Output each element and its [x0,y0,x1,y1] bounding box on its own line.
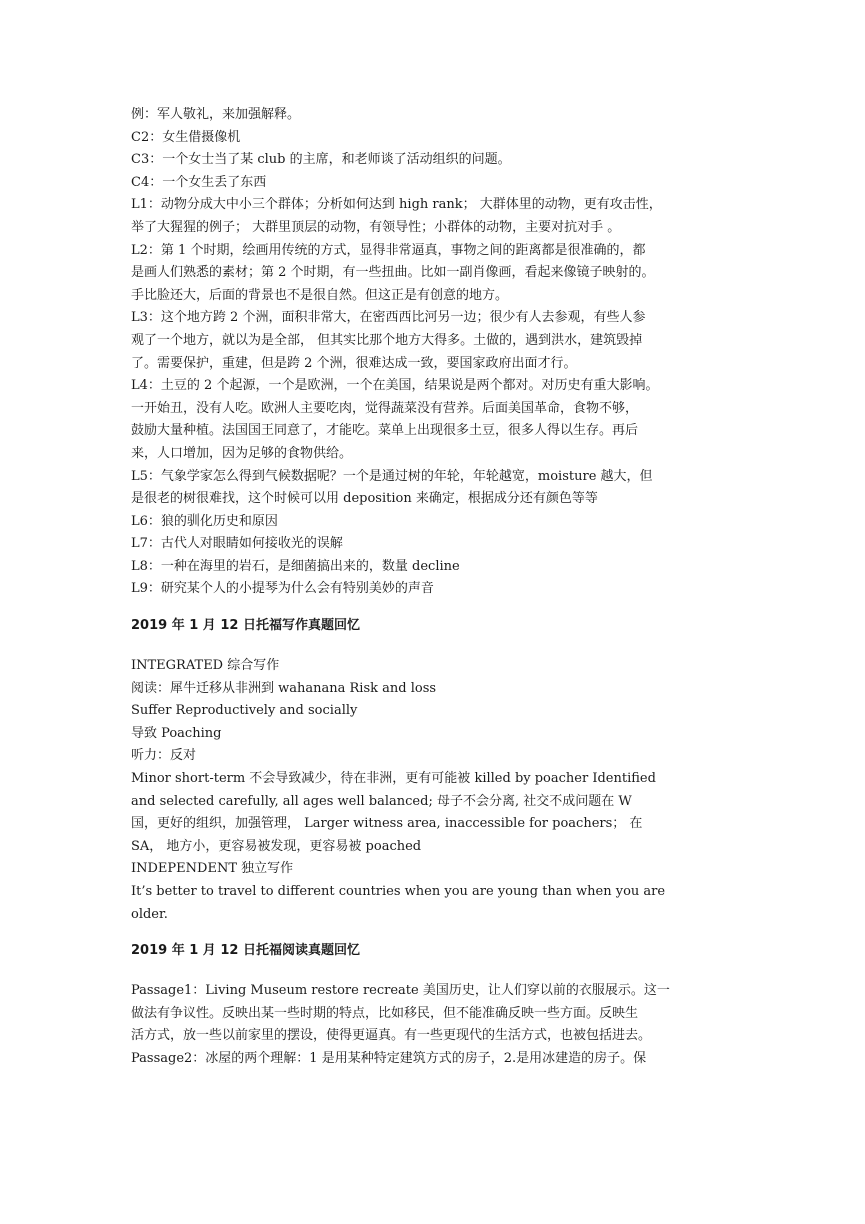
text-line: and selected carefully, all ages well balanced; 母子不会分离, 社交不成问题在 W [131,793,632,809]
writing-notes-section [131,655,734,926]
text-line: 阅读：犀牛迁移从非洲到 wahanana Risk and loss [131,680,437,696]
text-line: INTEGRATED 综合写作 [131,658,280,674]
text-line: 活方式，放一些以前家里的摆设，使得更逼真。有一些更现代的生活方式，也被包括进去。 [131,1028,652,1044]
text-line: 鼓励大量种植。法国国王同意了，才能吃。菜单上出现很多土豆，很多人得以生存。再后 [131,423,639,439]
text-line: 听力：反对 [131,748,197,764]
text-line: L3：这个地方跨 2 个洲，面积非常大，在密西西比河另一边；很少有人去参观，有些人参 [131,310,646,326]
document-page [131,104,734,1071]
text-line: It’s better to travel to different countries when you are young than when you are [131,884,666,899]
text-line: L4：土豆的 2 个起源，一个是欧洲，一个在美国，结果说是两个都对。对历史有重大影响。 [131,378,659,394]
listening-notes-section [131,104,734,601]
text-line: Passage1：Living Museum restore recreate 美国历史，让人们穿以前的衣服展示。这一 [131,983,670,999]
text-line: C4：一个女生丢了东西 [131,174,267,190]
text-line: Minor short-term 不会导致减少，待在非洲，更有可能被 killed by poacher Identified [131,771,656,787]
text-line: 手比脸还大，后面的背景也不是很自然。但这正是有创意的地方。 [131,287,509,303]
text-line: 是很老的树很难找，这个时候可以用 deposition 来确定，根据成分还有颜色等等 [131,491,598,507]
text-line: 了。需要保护，重建，但是跨 2 个洲，很难达成一致，要国家政府出面才行。 [131,355,577,371]
text-line: 一开始丑，没有人吃。欧洲人主要吃肉，觉得蔬菜没有营养。后面美国革命，食物不够， [131,400,639,416]
text-line: SA， 地方小，更容易被发现，更容易被 poached [131,838,422,854]
text-line: 导致 Poaching [131,725,222,741]
reading-section-heading: 2019 年 1 月 12 日托福阅读真题回忆 [131,943,360,959]
writing-section-heading: 2019 年 1 月 12 日托福写作真题回忆 [131,618,360,634]
text-line: Passage2：冰屋的两个理解：1 是用某种特定建筑方式的房子，2.是用冰建造的房子。保 [131,1050,647,1066]
text-line: 举了大猩猩的例子； 大群里顶层的动物，有领导性；小群体的动物，主要对抗对手 。 [131,219,621,235]
text-line: L9：研究某个人的小提琴为什么会有特别美妙的声音 [131,581,434,597]
text-line: 观了一个地方，就以为是全部， 但其实比那个地方大得多。土做的，遇到洪水，建筑毁掉 [131,332,643,348]
text-line: L5：气象学家怎么得到气候数据呢？一个是通过树的年轮，年轮越宽，moisture 越大，但 [131,468,653,484]
text-line: Suffer Reproductively and socially [131,703,358,719]
text-line: L1：动物分成大中小三个群体；分析如何达到 high rank； 大群体里的动物，更有攻击性， [131,197,662,213]
text-line: older. [131,906,168,922]
text-line: 是画人们熟悉的素材；第 2 个时期，有一些扭曲。比如一副肖像画，看起来像镜子映射的。 [131,265,655,281]
text-line: 来，人口增加，因为足够的食物供给。 [131,445,353,461]
text-line: 例：军人敬礼，来加强解释。 [131,107,301,122]
reading-notes-section [131,980,734,1070]
text-line: L2：第 1 个时期，绘画用传统的方式，显得非常逼真，事物之间的距离都是很准确的，都 [131,242,646,258]
text-line: 做法有争议性。反映出某一些时期的特点，比如移民，但不能准确反映一些方面。反映生 [131,1005,639,1021]
text-line: C3：一个女士当了某 club 的主席，和老师谈了活动组织的问题。 [131,152,511,168]
text-line: 国，更好的组织，加强管理， Larger witness area, inaccessible for poachers； 在 [131,816,643,832]
text-line: C2：女生借摄像机 [131,129,241,145]
text-line: INDEPENDENT 独立写作 [131,861,294,877]
text-line: L8：一种在海里的岩石，是细菌搞出来的，数量 decline [131,558,460,574]
text-line: L7：古代人对眼睛如何接收光的误解 [131,536,343,552]
text-line: L6：狼的驯化历史和原因 [131,513,278,529]
